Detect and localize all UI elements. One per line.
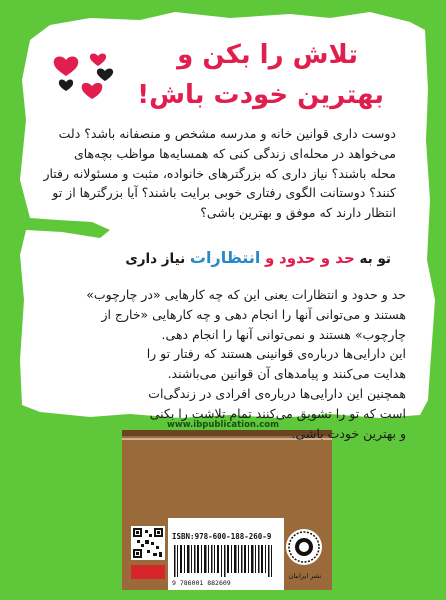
isbn-label: ISBN:978-600-188-260-9 — [172, 532, 272, 541]
subheading-connector: و — [265, 249, 275, 267]
body-line: حد و حدود و انتظارات یعنی این که چه کارهایی «در چارچوب» — [86, 287, 406, 302]
subheading-highlight-2: انتظارات — [189, 248, 261, 267]
body-line: همچنین این دارایی‌ها درباره‌ی افرادی در زندگی‌ات — [148, 385, 406, 401]
subheading-highlight-1: حد و حدود — [279, 249, 355, 267]
barcode-digits: 9 786001 882609 — [172, 579, 231, 587]
body-line: و بهترین خودت باشی. — [291, 425, 406, 441]
intro-line: کنند؟ دوستانت الگوی رفتاری خوبی برایت باشند؟ آیا بزرگترها از تو — [52, 185, 396, 201]
body-line: است که تو را تشویق می‌کنند تمام تلاشت را بکنی — [149, 405, 406, 421]
publisher-name: نشر ایرانبان — [288, 572, 322, 580]
intro-line: می‌خواهد در محله‌ای زندگی کنی که همسایه‌ها مواظب بچه‌های — [73, 145, 396, 161]
headline-line-2: بهترین خودت باش! — [137, 80, 384, 110]
intro-paragraph — [36, 124, 396, 223]
subheading-pre: تو به — [359, 251, 391, 267]
publisher-url: www.ibpublication.com — [167, 420, 279, 430]
intro-line: انتظار دارند که موفق و بهترین باشی؟ — [200, 205, 396, 221]
body-line: هستند و می‌توانی آنها را انجام دهی و چه کارهایی «خارج از — [101, 306, 406, 322]
intro-line: محله باشند؟ نیاز داری که بزرگترهای خانواده، مثبت و مسئولانه رفتار — [43, 165, 396, 181]
body-line: این دارایی‌ها درباره‌ی قوانینی هستند که رفتار تو را — [146, 346, 406, 362]
body-line: چارچوب» هستند و نمی‌توانی آنها را انجام دهی. — [161, 326, 406, 342]
headline-line-1: تلاش را بکن و — [177, 40, 358, 70]
body-line: هدایت می‌کنند و پیامدهای آن قوانین می‌باشند. — [167, 366, 406, 382]
subheading — [125, 248, 391, 267]
intro-line: دوست داری قوانین خانه و مدرسه مشخص و منصفانه باشد؟ دلت — [58, 126, 396, 141]
red-badge — [131, 565, 165, 579]
qr-code — [131, 526, 165, 560]
subheading-post: نیاز داری — [125, 251, 186, 267]
publisher-logo-icon — [286, 529, 322, 565]
